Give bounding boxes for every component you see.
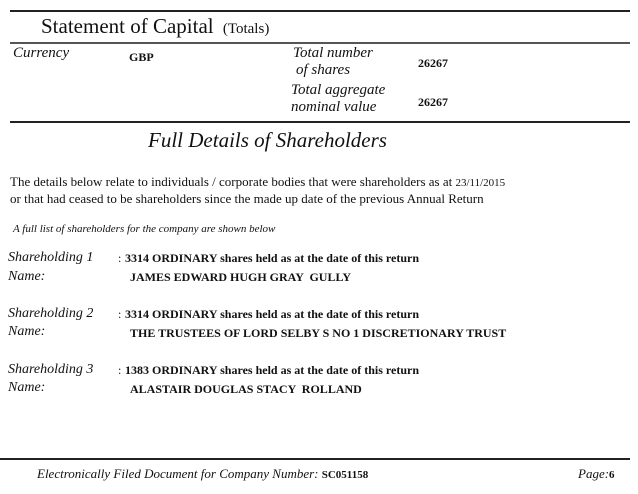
statement-subtitle: (Totals): [222, 21, 270, 37]
statement-title: [41, 14, 269, 39]
statement-title-text: Statement of Capital: [41, 14, 214, 38]
shareholding-label: Shareholding 3: [8, 362, 94, 377]
shareholding-label: Shareholding 1: [8, 250, 94, 265]
list-note: A full list of shareholders for the company are shown below: [13, 223, 276, 235]
shareholding-label: Shareholding 2: [8, 306, 94, 321]
company-number: SC051158: [321, 469, 369, 481]
footer-rule: [0, 458, 630, 460]
shareholder-name: THE TRUSTEES OF LORD SELBY S NO 1 DISCRETIONARY TRUST: [130, 326, 507, 340]
total-nominal-label: Total aggregate nominal value: [291, 82, 386, 115]
footer-text: Electronically Filed Document for Company Number: SC051158: [37, 466, 369, 481]
name-label: Name:: [8, 324, 46, 339]
shareholding-colon: :: [118, 251, 122, 265]
shareholding-shares: 1383 ORDINARY shares held as at the date of this return: [125, 363, 420, 377]
name-label: Name:: [8, 380, 46, 395]
shareholder-name: JAMES EDWARD HUGH GRAY GULLY: [130, 270, 352, 284]
shareholding-colon: :: [118, 363, 122, 377]
section-rule: [10, 121, 630, 123]
currency-label: Currency: [13, 45, 70, 61]
total-shares-value: 26267: [418, 56, 448, 70]
total-shares-label: Total number of shares: [293, 45, 373, 78]
page-indicator: Page:6: [578, 466, 615, 481]
intro-date: 23/11/2015: [455, 177, 506, 189]
top-rule: [10, 10, 630, 12]
shareholding-shares: 3314 ORDINARY shares held as at the date of this return: [125, 251, 420, 265]
name-label: Name:: [8, 269, 46, 284]
shareholding-shares: 3314 ORDINARY shares held as at the date of this return: [125, 307, 420, 321]
statement-rule: [10, 42, 630, 44]
shareholder-name: ALASTAIR DOUGLAS STACY ROLLAND: [130, 382, 362, 396]
intro-text: The details below relate to individuals / corporate bodies that were shareholders as at 23/11/2015 or that had ceased to be shareholders since the made up date of the previous Annual Return: [10, 174, 506, 206]
page-number: 6: [609, 469, 615, 481]
currency-value: GBP: [129, 50, 154, 64]
total-nominal-value: 26267: [418, 95, 448, 109]
shareholding-colon: :: [118, 307, 122, 321]
shareholders-title: Full Details of Shareholders: [148, 128, 387, 152]
